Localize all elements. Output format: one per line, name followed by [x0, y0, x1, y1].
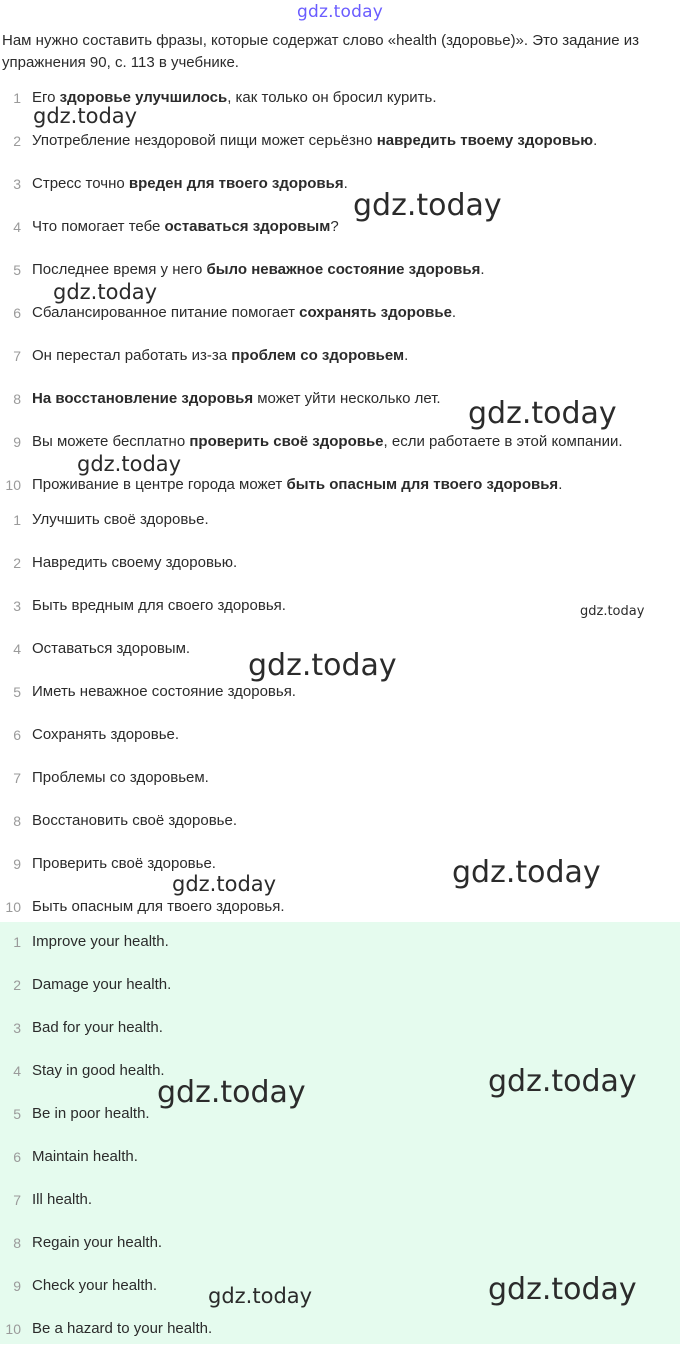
watermark: gdz.today: [353, 188, 502, 223]
highlighted-phrase: оставаться здоровым: [164, 218, 331, 235]
item-number: 10: [5, 899, 21, 915]
phrase-item: [0, 682, 680, 725]
item-number: 7: [13, 770, 21, 786]
item-number: 9: [13, 856, 21, 872]
item-text: [32, 389, 441, 409]
answer-item: [0, 975, 680, 1018]
item-number: 5: [13, 262, 21, 278]
highlighted-phrase: На восстановление здоровья: [32, 390, 254, 407]
text-segment: .: [451, 304, 457, 321]
highlighted-phrase: вреден для твоего здоровья: [128, 175, 344, 192]
item-number: 9: [13, 434, 21, 450]
item-text: Восстановить своё здоровье.: [32, 812, 237, 829]
phrase-item: [0, 553, 680, 596]
answer-item: [0, 1319, 680, 1362]
item-text: Regain your health.: [32, 1234, 163, 1251]
item-number: 4: [13, 641, 21, 657]
text-segment: Его: [32, 89, 60, 106]
item-text: Быть вредным для своего здоровья.: [32, 597, 286, 614]
answer-item: [0, 1147, 680, 1190]
watermark: gdz.today: [580, 604, 645, 619]
watermark: gdz.today: [488, 1064, 637, 1099]
item-number: 4: [13, 219, 21, 235]
item-text: Check your health.: [32, 1277, 158, 1294]
answer-item: [0, 1018, 680, 1061]
text-segment: Что помогает тебе: [32, 218, 165, 235]
item-text: Проблемы со здоровьем.: [32, 769, 209, 786]
highlighted-phrase: здоровье улучшилось: [59, 89, 228, 106]
watermark: gdz.today: [208, 1284, 313, 1308]
sentence-item: [0, 303, 680, 346]
item-text: [32, 346, 408, 366]
sentence-item: [0, 217, 680, 260]
answer-item: [0, 1190, 680, 1233]
text-segment: Вы можете бесплатно: [32, 433, 190, 450]
sentence-item: [0, 131, 680, 174]
item-text: Улучшить своё здоровье.: [32, 511, 209, 528]
phrase-item: [0, 725, 680, 768]
item-number: 8: [13, 813, 21, 829]
watermark: gdz.today: [248, 648, 397, 683]
text-segment: Употребление нездоровой пищи может серьёзно: [32, 132, 377, 149]
site-logo[interactable]: gdz.today: [296, 2, 384, 22]
watermark: gdz.today: [77, 452, 182, 476]
text-segment: Последнее время у него: [32, 261, 207, 278]
item-number: 3: [13, 598, 21, 614]
text-segment: Проживание в центре города может: [32, 476, 287, 493]
item-text: Improve your health.: [32, 933, 169, 950]
phrase-item: [0, 811, 680, 854]
text-segment: .: [558, 476, 563, 493]
phrase-item: [0, 596, 680, 639]
item-text: [32, 131, 597, 151]
item-text: Ill health.: [32, 1191, 93, 1208]
item-number: 10: [5, 1321, 21, 1337]
highlighted-phrase: навредить твоему здоровью: [376, 132, 594, 149]
watermark: gdz.today: [157, 1075, 306, 1110]
item-text: [32, 432, 623, 452]
text-segment: Стресс точно: [32, 175, 129, 192]
item-text: Maintain health.: [32, 1148, 138, 1165]
highlighted-phrase: проблем со здоровьем: [231, 347, 405, 364]
item-text: [32, 217, 339, 237]
intro-text: Нам нужно составить фразы, которые содержат слово «health (здоровье)». Это задание из упражнения 90, с. 113 в учебнике.: [2, 32, 639, 71]
answer-item: [0, 932, 680, 975]
item-number: 1: [13, 512, 21, 528]
item-number: 6: [13, 727, 21, 743]
sentence-item: [0, 346, 680, 389]
item-number: 4: [13, 1063, 21, 1079]
watermark: gdz.today: [488, 1272, 637, 1307]
item-number: 3: [13, 176, 21, 192]
item-text: Damage your health.: [32, 976, 172, 993]
text-segment: .: [593, 132, 598, 149]
item-number: 7: [13, 1192, 21, 1208]
sentence-item: [0, 174, 680, 217]
item-number: 9: [13, 1278, 21, 1294]
item-text: Be a hazard to your health.: [32, 1320, 213, 1337]
item-text: Проверить своё здоровье.: [32, 855, 216, 872]
answer-item: [0, 1104, 680, 1147]
item-number: 7: [13, 348, 21, 364]
item-number: 5: [13, 1106, 21, 1122]
item-number: 1: [13, 934, 21, 950]
text-segment: , если работаете в этой компании.: [383, 433, 623, 450]
item-number: 10: [5, 477, 21, 493]
answer-item: [0, 1233, 680, 1276]
item-text: Оставаться здоровым.: [32, 640, 191, 657]
item-number: 2: [13, 555, 21, 571]
text-segment: .: [480, 261, 485, 278]
item-number: 2: [13, 133, 21, 149]
highlighted-phrase: сохранять здоровье: [299, 304, 452, 321]
item-text: Be in poor health.: [32, 1105, 150, 1122]
item-text: [32, 174, 348, 194]
text-segment: .: [404, 347, 409, 364]
text-segment: Сбалансированное питание помогает: [32, 304, 300, 321]
item-text: Сохранять здоровье.: [32, 726, 180, 743]
item-text: Stay in good health.: [32, 1062, 165, 1079]
watermark: gdz.today: [33, 104, 138, 128]
item-number: 6: [13, 1149, 21, 1165]
watermark: gdz.today: [468, 396, 617, 431]
item-number: 2: [13, 977, 21, 993]
item-number: 5: [13, 684, 21, 700]
watermark: gdz.today: [172, 872, 277, 896]
phrase-item: [0, 510, 680, 553]
text-segment: может уйти несколько лет.: [253, 390, 441, 407]
highlighted-phrase: было неважное состояние здоровья: [206, 261, 481, 278]
item-text: [32, 260, 485, 280]
item-number: 8: [13, 391, 21, 407]
item-number: 8: [13, 1235, 21, 1251]
text-segment: ?: [330, 218, 339, 235]
text-segment: Он перестал работать из-за: [32, 347, 232, 364]
text-segment: .: [343, 175, 348, 192]
item-text: Навредить своему здоровью.: [32, 554, 238, 571]
item-text: Bad for your health.: [32, 1019, 163, 1036]
phrase-item: [0, 768, 680, 811]
highlighted-phrase: проверить своё здоровье: [189, 433, 384, 450]
watermark: gdz.today: [53, 280, 158, 304]
item-number: 1: [13, 90, 21, 106]
highlighted-phrase: быть опасным для твоего здоровья: [286, 476, 559, 493]
watermark: gdz.today: [452, 855, 601, 890]
item-text: [32, 303, 456, 323]
item-text: Быть опасным для твоего здоровья.: [32, 898, 285, 915]
text-segment: , как только он бросил курить.: [227, 89, 437, 106]
item-number: 3: [13, 1020, 21, 1036]
item-text: [32, 475, 562, 495]
item-text: Иметь неважное состояние здоровья.: [32, 683, 296, 700]
item-number: 6: [13, 305, 21, 321]
